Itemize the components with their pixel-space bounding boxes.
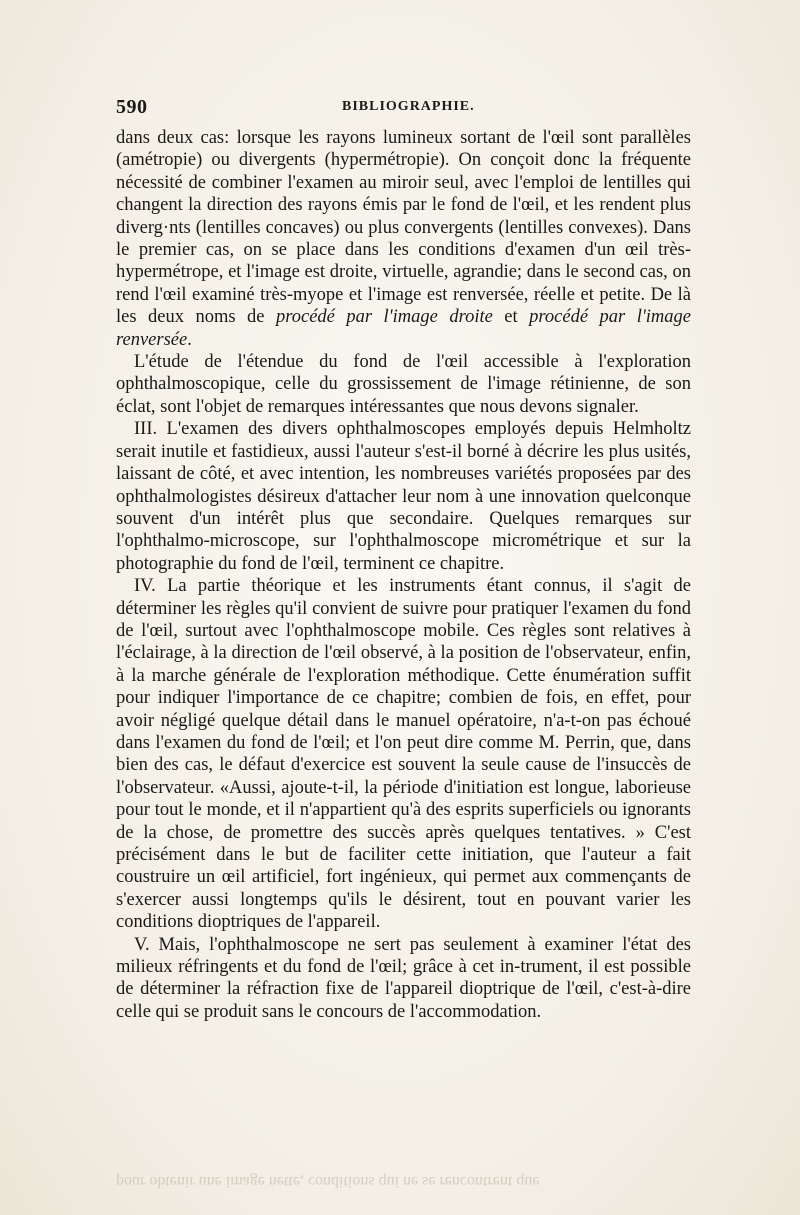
paragraph-text: . <box>187 329 192 350</box>
section-number: V. <box>134 934 150 955</box>
italic-term-image-renversee: procédé par l'image renversée <box>116 307 691 350</box>
paragraph-text: Mais, l'ophthalmoscope ne sert pas seulement à examiner l'état des milieux réfringents et du fond de l'œil; grâce à cet in-trument, il est possible de déterminer la réfraction fixe de l'appareil dioptrique de l'œil, c'est-à-dire celle qui se produit sans le concours de l'accommodation. <box>116 934 691 1022</box>
italic-term-image-droite: procédé par l'image droite <box>275 307 493 328</box>
paragraph-section-iii <box>116 418 691 575</box>
bleed-through-text: pour obtenir une image nette, conditions qui ne se rencontrent que <box>116 1173 540 1190</box>
paragraph-continued <box>116 127 691 351</box>
paragraph-section-v <box>116 934 691 1024</box>
paragraph-text: La partie théorique et les instruments étant connus, il s'agit de déterminer les règles qu'il convient de suivre pour pratiquer l'examen du fond de l'œil, surtout avec l'ophthalmoscope mobile. Ces règles sont relatives à l'éclairage, à la direction de l'œil observé, à la position de l'observateur, enfin, à la marche générale de l'exploration méthodique. Cette énumération suffit pour indiquer l'importance de ce chapitre; combien de fois, en effet, pour avoir négligé quelque détail dans le manuel opératoire, n'a-t-on pas échoué dans l'examen du fond de l'œil; et l'on peut dire comme M. Perrin, que, dans bien des cas, le défaut d'exercice est souvent la seule cause de l'insuccès de l'observateur. «Aussi, ajoute-t-il, la période d'initiation est longue, laborieuse pour tout le monde, et il n'appartient qu'à des esprits superficiels ou ignorants de la chose, de promettre des succès après quelques tentatives. » C'est précisément dans le but de faciliter cette initiation, que l'auteur a fait coustruire un œil artificiel, fort ingénieux, qui permet aux commençants de s'exercer aussi longtemps qu'ils le désirent, tout en pouvant varier les conditions dioptriques de l'appareil. <box>116 576 691 933</box>
paragraph-section-iv <box>116 575 691 934</box>
page-number: 590 <box>116 96 148 118</box>
page-body <box>116 127 691 1023</box>
paragraph-text: dans deux cas: lorsque les rayons lumineux sortant de l'œil sont parallèles (amétropie) ou divergents (hypermétropie). On conçoit donc la fréquente nécessité de combiner l'examen au miroir seul, avec l'emploi de lentilles qui changent la direction des rayons émis par le fond de l'œil, et les rendent plus diverg·nts (lentilles concaves) ou plus convergents (lentilles convexes). Dans le premier cas, on se place dans les conditions d'examen d'un œil très-hypermétrope, et l'image est droite, virtuelle, agrandie; dans le second cas, on rend l'œil examiné très-myope et l'image est renversée, réelle et petite. De là les deux noms de <box>116 128 691 328</box>
section-number: IV. <box>134 576 156 597</box>
paragraph-text: L'étude de l'étendue du fond de l'œil accessible à l'exploration ophthalmoscopique, celle du grossissement de l'image rétinienne, de son éclat, sont l'objet de remarques intéressantes que nous devons signaler. <box>116 352 691 417</box>
paragraph-etude <box>116 351 691 418</box>
running-head: BIBLIOGRAPHIE. <box>342 99 475 114</box>
paragraph-text: et <box>492 307 530 328</box>
paragraph-text: L'examen des divers ophthalmoscopes employés depuis Helmholtz serait inutile et fastidieux, aussi l'auteur s'est-il borné à décrire les plus usités, laissant de côté, et avec intention, les nombreuses variétés proposées par des ophthalmologistes désireux d'attacher leur nom à une innovation quelconque souvent d'un intérêt plus que secondaire. Quelques remarques sur l'ophthalmo-microscope, sur l'ophthalmoscope micrométrique et sur la photographie du fond de l'œil, terminent ce chapitre. <box>116 419 691 574</box>
page-header <box>116 96 691 120</box>
section-number: III. <box>134 419 158 440</box>
